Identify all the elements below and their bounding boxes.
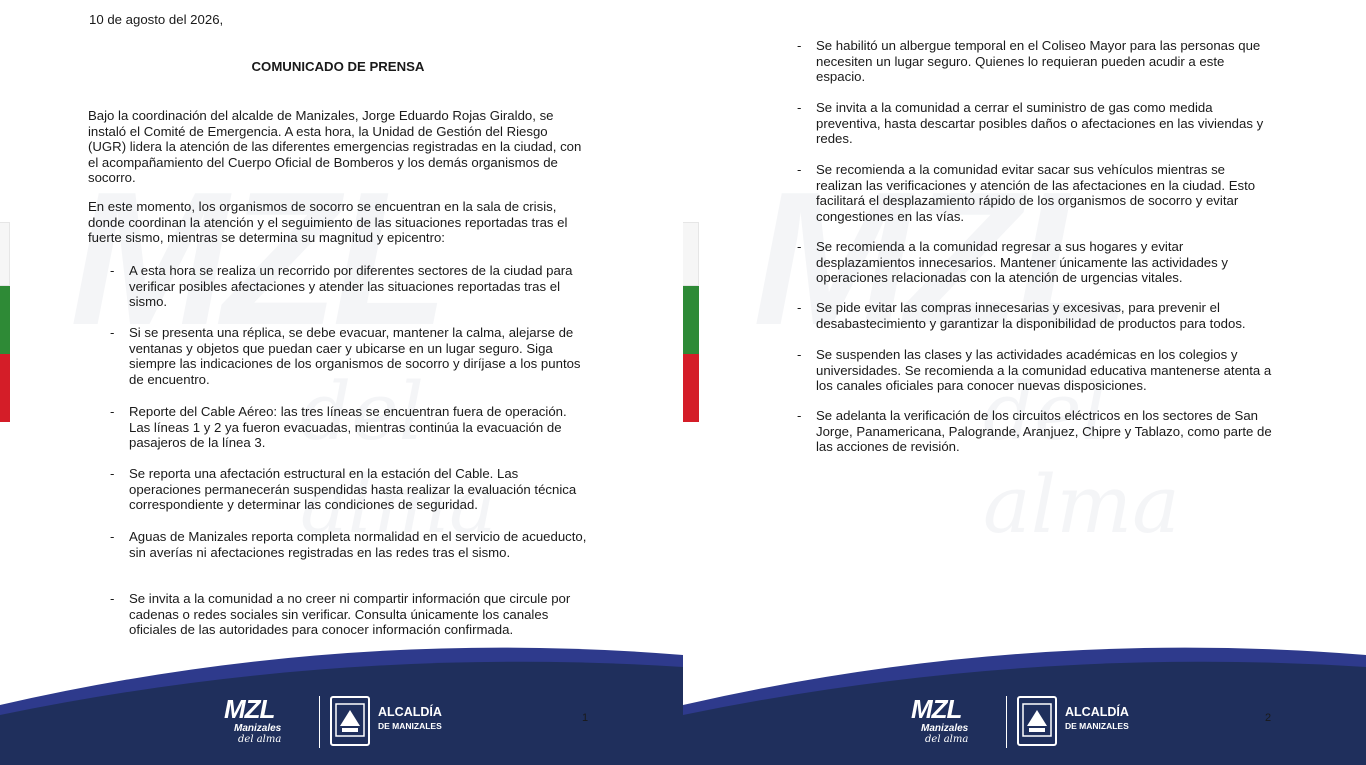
intro-paragraph: En este momento, los organismos de socorro se encuentran en la sala de crisis, donde coordinan la atención y el seguimiento de las situaciones reportadas tras el fuerte sismo, mientras se determina su magnitud y epicentro: bbox=[88, 199, 568, 246]
document-page-1: 10 de agosto del 2026, COMUNICADO DE PRENSA Bajo la coordinación del alcalde de Manizales, Jorge Eduardo Rojas Giraldo, se instaló el Comité de Emergencia. A esta hora, la Unidad de Gestión del Riesgo (UGR) lidera la atención de las diferentes emergencias registradas en la ciudad, con el acompañamiento del Cuerpo Oficial de Bomberos y los demás organismos de socorro. En este momento, los organismos de socorro se encuentran en la sala de crisis, donde coordinan la atención y el seguimiento de las situaciones reportadas tras el fuerte sismo, mientras se determina su magnitud y epicentro: - A esta hora se realiza un recorrido por diferentes sectores de la ciudad para verificar posibles afectaciones y atender las situaciones reportadas tras el sismo. - Si se presenta una réplica, se debe evacuar, mantener la calma, alejarse de ventanas y objetos que puedan caer y ubicarse en un lugar seguro. Siga siempre las indicaciones de los organismos de socorro y diríjase a los puntos de encuentro. - Reporte del Cable Aéreo: las tres líneas se encuentran fuera de operación. Las líneas 1 y 2 ya fueron evacuadas, mientras continúa la evacuación de pasajeros de la línea 3. - Se reporta una afectación estructural en la estación del Cable. Las operaciones permanecerán suspendidas hasta realizar la evaluación técnica correspondiente y determinar las condiciones de seguridad. - Aguas de Manizales reporta completa normalidad en el servicio de acueducto, sin averías ni afectaciones registradas en las redes tras el sismo. - Se invita a la comunidad a no creer ni compartir información que circule por cadenas o redes sociales sin verificar. Consulta únicamente los canales oficiales de las autoridades para conocer información confirmada. MZL Manizales del alma ALCALDÍA DE MANIZALES 1 bbox=[0, 0, 683, 765]
footer-logos bbox=[909, 694, 1149, 754]
flag-stripe bbox=[0, 222, 10, 420]
alcaldia-subtitle: DE MANIZALES bbox=[378, 721, 442, 731]
mzl-logo-script: del alma bbox=[238, 734, 282, 745]
alcaldia-title: ALCALDÍA bbox=[378, 705, 442, 719]
footer-logos bbox=[222, 694, 462, 754]
document-title: COMUNICADO DE PRENSA bbox=[251, 59, 425, 74]
mzl-logo-subtitle: Manizales bbox=[234, 723, 282, 734]
document-page-2: - Se habilitó un albergue temporal en el Coliseo Mayor para las personas que necesiten un lugar seguro. Quienes lo requieran pueden acudir a este espacio. - Se invita a la comunidad a cerrar el suministro de gas como medida preventiva, hasta descartar posibles daños o afectaciones en las viviendas y redes. - Se recomienda a la comunidad evitar sacar sus vehículos mientras se realizan las verificaciones y atención de las afectaciones en la ciudad. Esto facilitará el desplazamiento rápido de los organismos de socorro y evitar congestiones en las vías. - Se recomienda a la comunidad regresar a sus hogares y evitar desplazamientos innecesarios. Mantener únicamente las actividades y operaciones relacionadas con la atención de urgencias vitales. - Se pide evitar las compras innecesarias y excesivas, para prevenir el desabastecimiento y garantizar la disponibilidad de productos para todos. - Se suspenden las clases y las actividades académicas en los colegios y universidades. Se recomienda a la comunidad educativa mantenerse atenta a los canales oficiales para conocer nuevas disposiciones. - Se adelanta la verificación de los circuitos eléctricos en los sectores de San Jorge, Panamericana, Palogrande, Aranjuez, Chipre y Tablazo, como parte de las acciones de revisión. MZL Manizales del alma ALCALDÍA DE MANIZALES 2 bbox=[683, 0, 1366, 765]
logo-divider bbox=[1006, 696, 1007, 748]
document-date: 10 de agosto del 2026, bbox=[89, 12, 224, 27]
alcaldia-subtitle: DE MANIZALES bbox=[1065, 721, 1129, 731]
logo-divider bbox=[319, 696, 320, 748]
mzl-logo: MZL bbox=[224, 694, 275, 724]
coat-of-arms-icon bbox=[330, 696, 370, 746]
mzl-logo-subtitle: Manizales bbox=[921, 723, 969, 734]
flag-stripe bbox=[683, 222, 699, 420]
page-number: 1 bbox=[582, 712, 589, 724]
alcaldia-title: ALCALDÍA bbox=[1065, 705, 1129, 719]
mzl-logo: MZL bbox=[911, 694, 962, 724]
mzl-logo-script: del alma bbox=[925, 734, 969, 745]
page-number: 2 bbox=[1265, 712, 1272, 724]
coat-of-arms-icon bbox=[1017, 696, 1057, 746]
watermark-script bbox=[300, 365, 620, 551]
intro-paragraph: Bajo la coordinación del alcalde de Manizales, Jorge Eduardo Rojas Giraldo, se instaló el Comité de Emergencia. A esta hora, la Unidad de Gestión del Riesgo (UGR) lidera la atención de las diferentes emergencias registradas en la ciudad, con el acompañamiento del Cuerpo Oficial de Bomberos y los demás organismos de socorro. bbox=[88, 108, 582, 186]
